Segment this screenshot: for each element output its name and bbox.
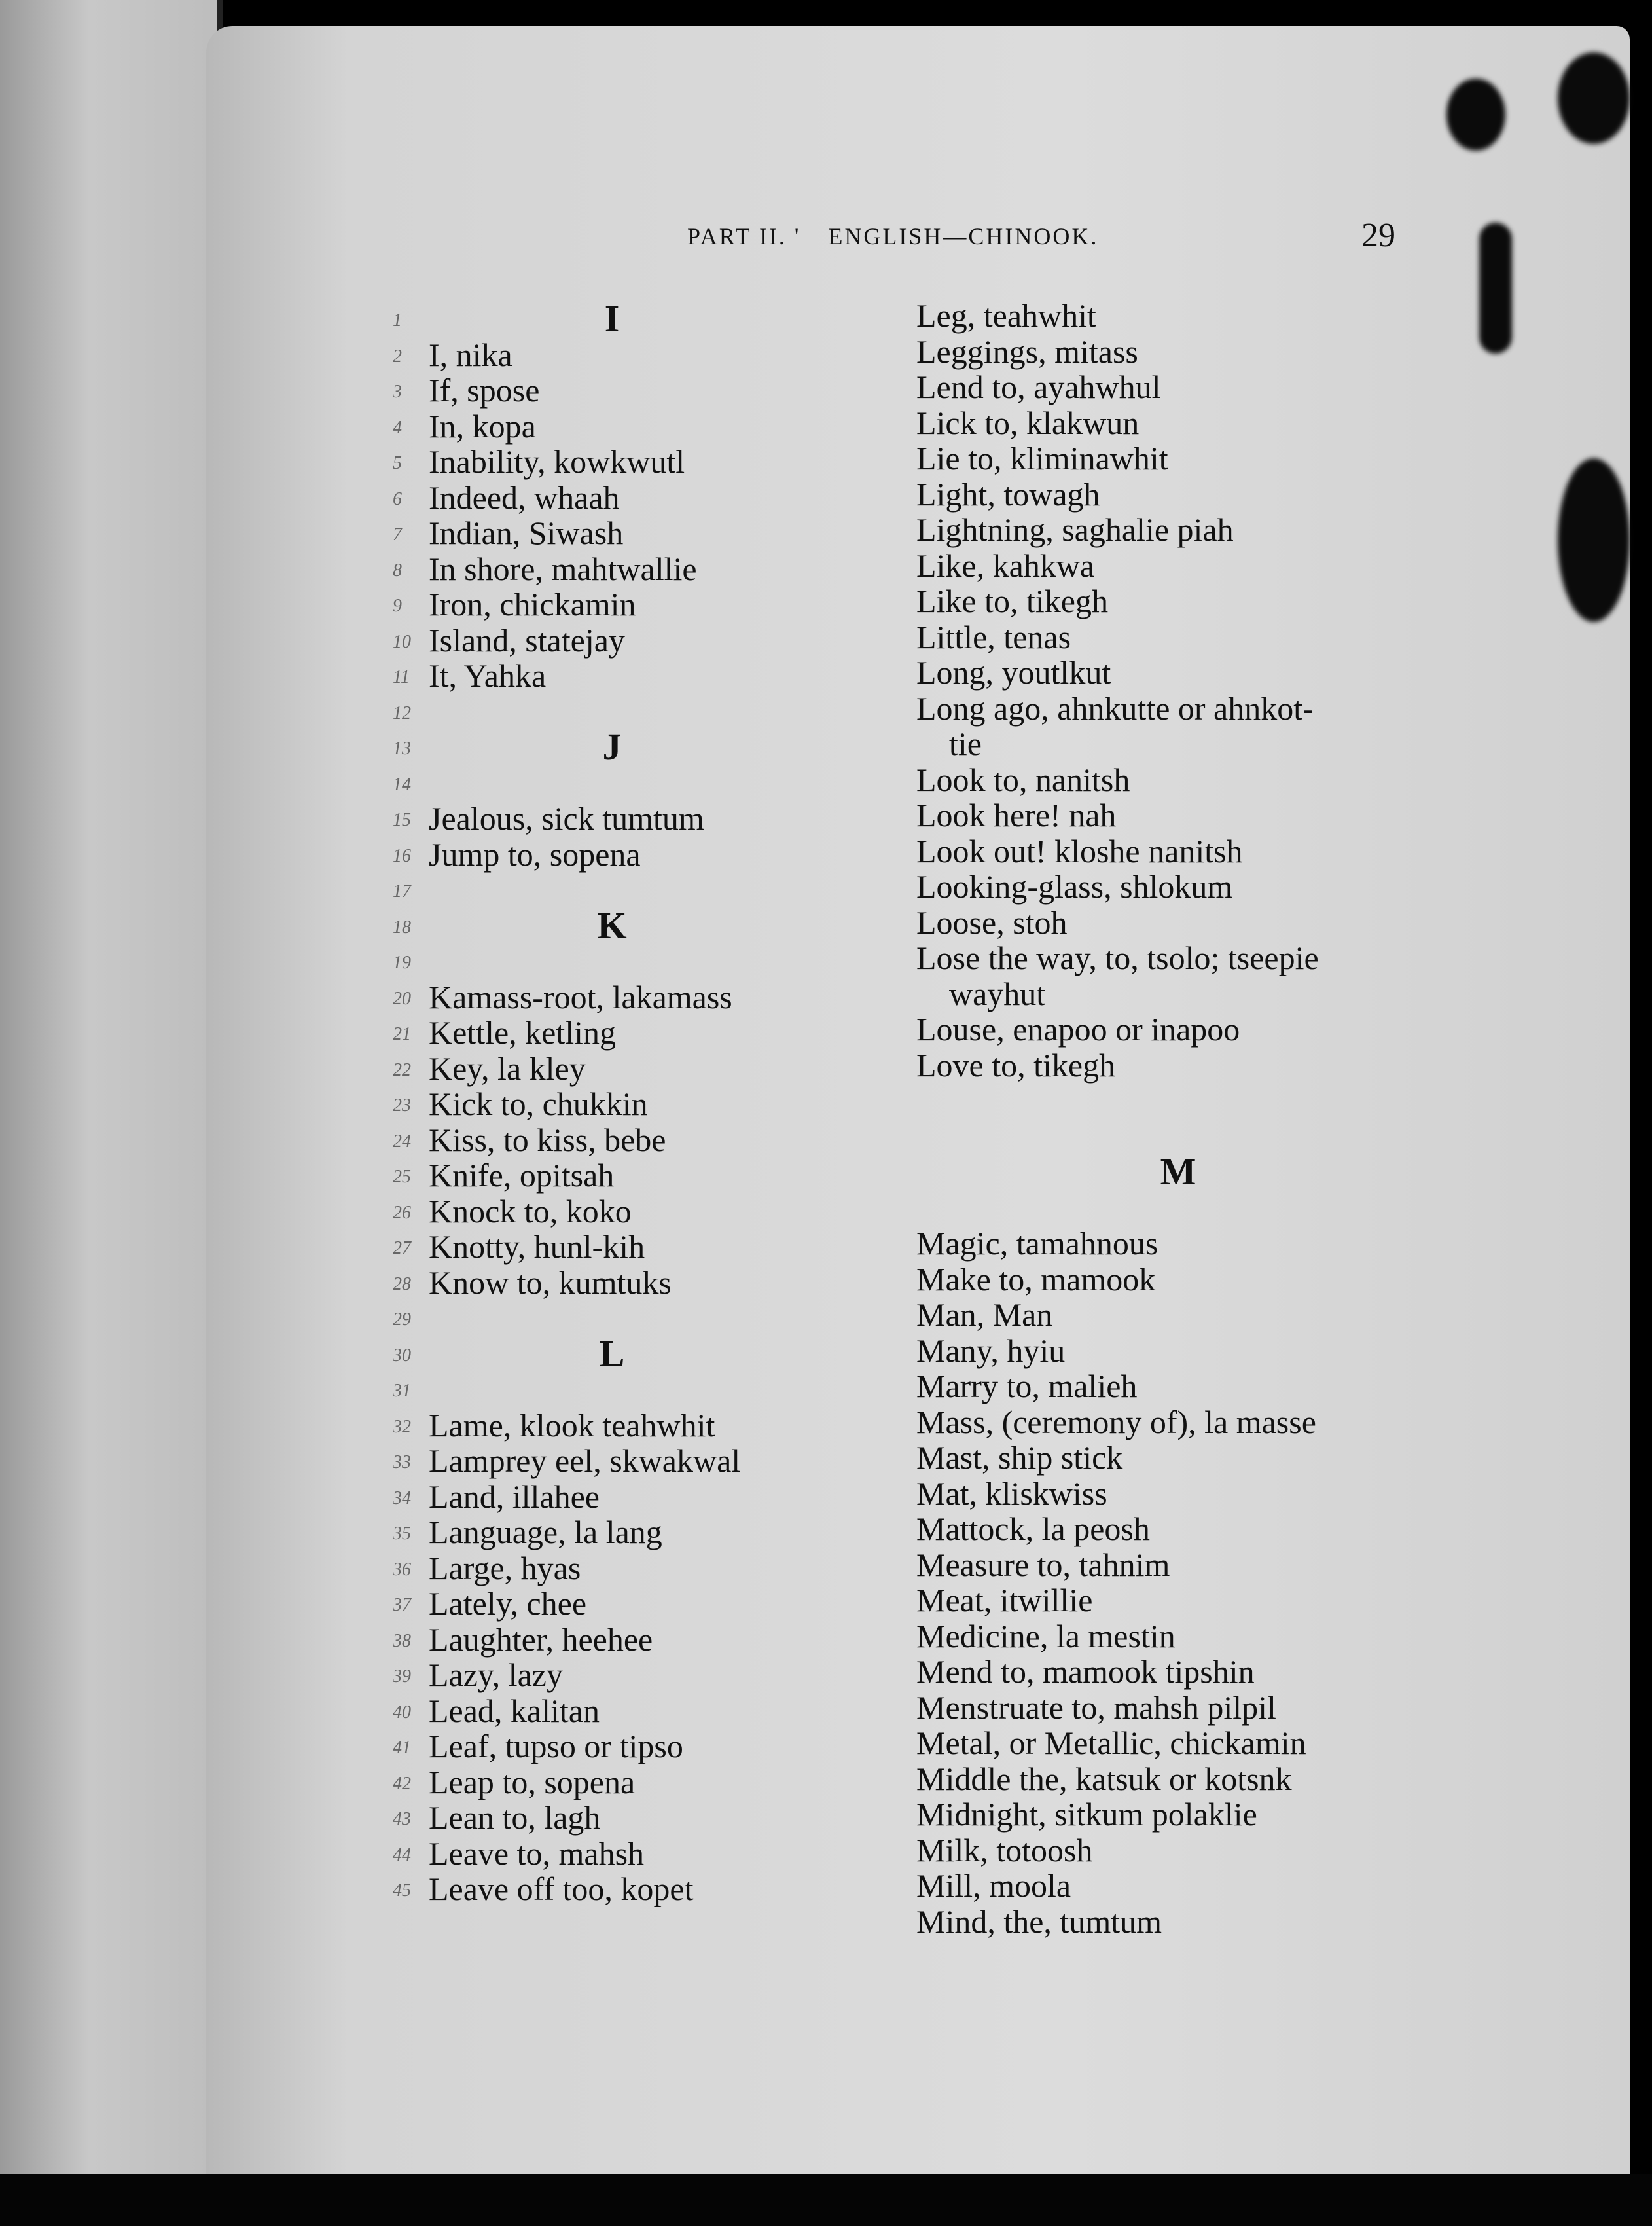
dictionary-entry: Kick to, chukkin <box>429 1086 648 1122</box>
dictionary-entry: Lick to, klakwun <box>916 404 1140 441</box>
dictionary-entry: Mind, the, tumtum <box>916 1903 1162 1940</box>
running-header <box>687 223 1098 250</box>
margin-line-number: 44 <box>393 1844 411 1865</box>
section-letter: K <box>597 903 627 947</box>
dictionary-entry: Like to, tikegh <box>916 583 1108 619</box>
dictionary-entry: Loose, stoh <box>916 903 1068 941</box>
header-title: ENGLISH—CHINOOK. <box>828 223 1099 249</box>
spacer <box>429 1300 795 1336</box>
dictionary-entry: Lazy, lazy <box>429 1656 563 1693</box>
dictionary-entry: Metal, or Metallic, chickamin <box>916 1724 1306 1761</box>
margin-line-number: 33 <box>393 1452 411 1472</box>
ink-blot <box>1558 52 1630 144</box>
dictionary-entry: Long, youtlkut <box>916 654 1111 691</box>
dictionary-entry: Light, towagh <box>916 475 1100 513</box>
margin-line-number: 5 <box>393 453 402 473</box>
dictionary-entry: Iron, chickamin <box>429 586 636 623</box>
dictionary-entry: Measure to, tahnim <box>916 1546 1170 1583</box>
dictionary-entry: Mat, kliskwiss <box>916 1474 1107 1512</box>
spacer <box>429 1372 795 1408</box>
margin-line-number: 34 <box>393 1487 411 1508</box>
dictionary-entry: Menstruate to, mahsh pilpil <box>916 1688 1276 1726</box>
margin-line-number: 6 <box>393 488 402 509</box>
margin-line-number: 20 <box>393 988 411 1009</box>
dictionary-entry: Leap to, sopena <box>429 1763 636 1800</box>
spacer <box>916 1119 1440 1155</box>
dictionary-entry: Lend to, ayahwhul <box>916 369 1161 405</box>
margin-line-number: 10 <box>393 631 411 652</box>
dictionary-entry: Large, hyas <box>429 1549 581 1586</box>
margin-line-number: 35 <box>393 1524 411 1544</box>
margin-line-number: 40 <box>393 1702 411 1723</box>
section-letter: L <box>599 1332 625 1375</box>
dictionary-entry: Know to, kumtuks <box>429 1264 672 1301</box>
dictionary-entry: Mill, moola <box>916 1867 1071 1904</box>
dictionary-entry: Long ago, ahnkutte or ahnkot- <box>916 689 1314 727</box>
dictionary-entry: Meat, itwillie <box>916 1582 1093 1618</box>
section-letter: I <box>604 297 620 340</box>
margin-line-number: 3 <box>393 382 402 402</box>
dictionary-entry: Kiss, to kiss, bebe <box>429 1121 666 1158</box>
dictionary-entry: Kamass-root, lakamass <box>429 978 732 1015</box>
scan-border <box>0 2174 1652 2226</box>
dictionary-entry: Little, tenas <box>916 618 1071 655</box>
dictionary-entry: Medicine, la mestin <box>916 1617 1176 1654</box>
dictionary-entry: Love to, tikegh <box>916 1046 1116 1084</box>
margin-line-number: 9 <box>393 596 402 616</box>
dictionary-entry: Knife, opitsah <box>429 1157 615 1194</box>
spacer <box>916 1083 1440 1119</box>
margin-line-number: 36 <box>393 1559 411 1580</box>
margin-line-number: 42 <box>393 1773 411 1794</box>
entry-continuation: wayhut <box>949 975 1046 1012</box>
dictionary-entry: Mass, (ceremony of), la masse <box>916 1403 1316 1440</box>
margin-line-number: 16 <box>393 845 411 866</box>
dictionary-entry: Lightning, saghalie piah <box>916 511 1234 548</box>
entry-continuation: tie <box>949 725 982 762</box>
margin-line-number: 13 <box>393 739 411 759</box>
dictionary-entry: Jealous, sick tumtum <box>429 800 704 837</box>
dictionary-entry: Louse, enapoo or inapoo <box>916 1011 1240 1048</box>
dictionary-entry: If, spose <box>429 372 540 409</box>
margin-line-number: 41 <box>393 1738 411 1758</box>
dictionary-entry: Milk, totoosh <box>916 1831 1093 1869</box>
dictionary-entry: Lame, klook teahwhit <box>429 1406 715 1444</box>
dictionary-entry: Man, Man <box>916 1296 1053 1333</box>
margin-line-number: 22 <box>393 1059 411 1080</box>
dictionary-entry: Many, hyiu <box>916 1332 1066 1369</box>
margin-line-number: 30 <box>393 1345 411 1366</box>
dictionary-entry: Look out! kloshe nanitsh <box>916 832 1243 869</box>
margin-line-number: 23 <box>393 1095 411 1116</box>
dictionary-entry: Key, la kley <box>429 1049 586 1087</box>
margin-line-number: 15 <box>393 810 411 830</box>
dictionary-entry: Middle the, katsuk or kotsnk <box>916 1760 1292 1797</box>
margin-line-number: 19 <box>393 953 411 973</box>
spacer <box>429 943 795 979</box>
facing-page <box>0 0 223 2226</box>
dictionary-entry: Inability, kowkwutl <box>429 443 685 480</box>
part-label: PART II. ' <box>687 223 801 249</box>
dictionary-entry: Leave off too, kopet <box>429 1870 694 1907</box>
dictionary-entry: Lead, kalitan <box>429 1692 600 1729</box>
dictionary-entry: Land, illahee <box>429 1478 600 1515</box>
margin-line-number: 7 <box>393 524 402 545</box>
spacer <box>429 872 795 908</box>
page-number: 29 <box>1361 217 1395 254</box>
margin-line-number: 11 <box>393 667 410 687</box>
dictionary-entry: Magic, tamahnous <box>916 1225 1158 1262</box>
spacer <box>429 765 795 801</box>
dictionary-entry: In, kopa <box>429 407 536 445</box>
margin-line-number: 2 <box>393 346 402 367</box>
dictionary-entry: Mend to, mamook tipshin <box>916 1653 1255 1690</box>
margin-line-number: 17 <box>393 881 411 902</box>
dictionary-entry: I, nika <box>429 336 512 373</box>
dictionary-entry: It, Yahka <box>429 657 547 694</box>
margin-line-number: 45 <box>393 1880 411 1901</box>
spacer <box>916 1190 1440 1226</box>
dictionary-entry: Leave to, mahsh <box>429 1834 645 1872</box>
dictionary-entry: Leg, teahwhit <box>916 297 1096 334</box>
dictionary-entry: Indeed, whaah <box>429 479 620 516</box>
dictionary-entry: Language, la lang <box>429 1514 662 1550</box>
dictionary-entry: Indian, Siwash <box>429 515 624 551</box>
margin-line-number: 38 <box>393 1630 411 1651</box>
spacer <box>429 694 795 730</box>
dictionary-entry: Midnight, sitkum polaklie <box>916 1796 1257 1833</box>
margin-line-number: 39 <box>393 1666 411 1687</box>
dictionary-entry: Laughter, heehee <box>429 1620 653 1658</box>
ink-blot <box>1479 223 1512 354</box>
margin-line-number: 12 <box>393 702 411 723</box>
margin-line-number: 21 <box>393 1024 411 1044</box>
dictionary-entry: Knotty, hunl-kih <box>429 1228 645 1265</box>
margin-line-number: 37 <box>393 1595 411 1615</box>
right-column <box>916 298 1440 1939</box>
dictionary-entry: Knock to, koko <box>429 1192 632 1230</box>
dictionary-entry: Kettle, ketling <box>429 1014 617 1051</box>
dictionary-entry: Lamprey eel, skwakwal <box>429 1442 741 1479</box>
dictionary-entry: Like, kahkwa <box>916 547 1095 584</box>
margin-line-number: 25 <box>393 1167 411 1187</box>
margin-line-number: 31 <box>393 1381 411 1401</box>
margin-line-number: 4 <box>393 417 402 438</box>
dictionary-entry: Look here! nah <box>916 797 1117 833</box>
dictionary-entry: Lose the way, to, tsolo; tseepie <box>916 940 1319 976</box>
ink-blot <box>1446 79 1505 151</box>
dictionary-entry: Mattock, la peosh <box>916 1510 1150 1547</box>
margin-line-number: 32 <box>393 1416 411 1437</box>
section-letter: M <box>1160 1150 1196 1193</box>
margin-line-number: 26 <box>393 1202 411 1223</box>
dictionary-entry: Leggings, mitass <box>916 333 1138 370</box>
dictionary-entry: Make to, mamook <box>916 1260 1156 1298</box>
section-letter: J <box>602 725 622 768</box>
dictionary-entry: Mast, ship stick <box>916 1439 1123 1476</box>
margin-line-number: 18 <box>393 917 411 938</box>
dictionary-entry: Lie to, kliminawhit <box>916 440 1168 477</box>
dictionary-entry: In shore, mahtwallie <box>429 550 697 587</box>
margin-line-number: 27 <box>393 1238 411 1258</box>
dictionary-entry: Lean to, lagh <box>429 1799 601 1836</box>
dictionary-entry: Looking-glass, shlokum <box>916 868 1233 905</box>
dictionary-entry: Leaf, tupso or tipso <box>429 1728 683 1764</box>
margin-line-number: 43 <box>393 1809 411 1829</box>
dictionary-entry: Look to, nanitsh <box>916 761 1130 798</box>
margin-line-number: 28 <box>393 1273 411 1294</box>
ink-blot <box>1558 458 1630 622</box>
margin-line-number: 8 <box>393 560 402 581</box>
margin-line-number: 14 <box>393 774 411 795</box>
dictionary-entry: Marry to, malieh <box>916 1368 1138 1404</box>
dictionary-entry: Jump to, sopena <box>429 835 641 873</box>
margin-line-number: 24 <box>393 1131 411 1152</box>
dictionary-entry: Lately, chee <box>429 1585 587 1622</box>
margin-line-number: 1 <box>393 310 402 331</box>
left-column <box>429 297 795 1907</box>
dictionary-entry: Island, statejay <box>429 621 625 659</box>
margin-line-number: 29 <box>393 1309 411 1330</box>
